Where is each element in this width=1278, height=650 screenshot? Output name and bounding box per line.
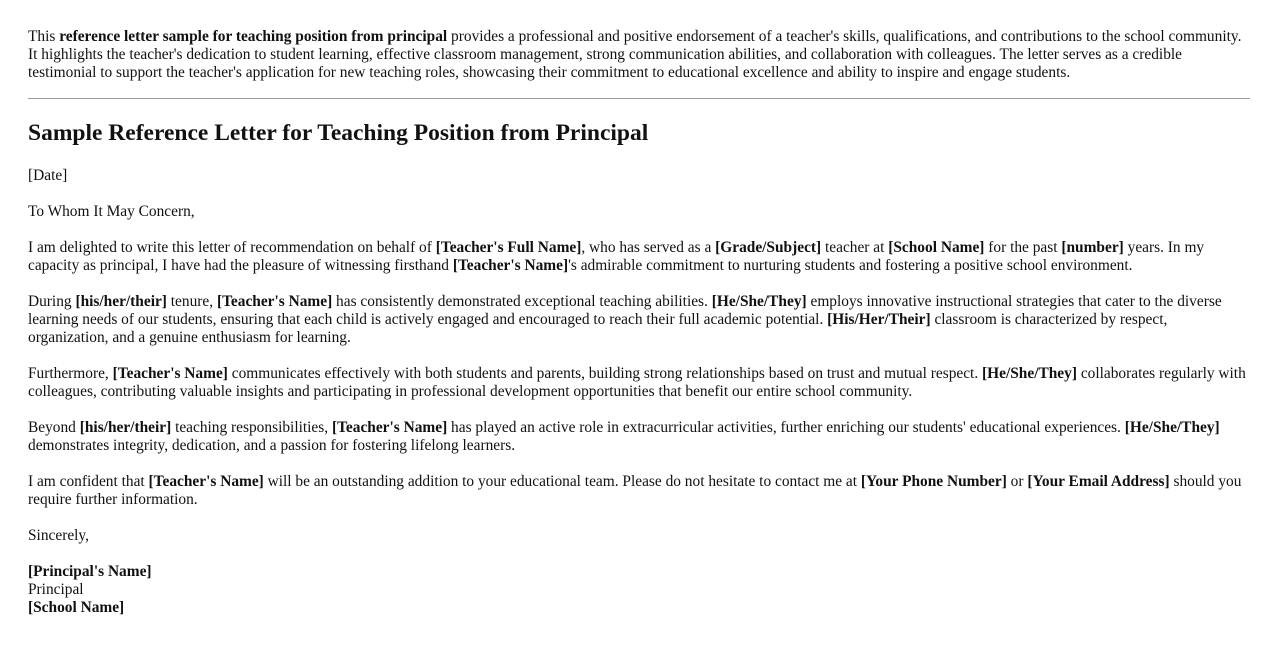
paragraph-text: tenure, <box>166 293 217 310</box>
paragraph-text: classroom is characterized by respect, organization, and a genuine enthusiasm for learning. <box>28 311 1168 346</box>
intro-paragraph <box>28 28 1250 82</box>
paragraph-text: teaching responsibilities, <box>171 419 332 436</box>
letter-closing: Sincerely, <box>28 527 89 544</box>
paragraph-text: communicates effectively with both students and parents, building strong relationships based on trust and mutual respect. <box>227 365 983 382</box>
paragraph-text: I am delighted to write this letter of recommendation on behalf of <box>28 239 436 256</box>
placeholder-grade-subject: [Grade/Subject] <box>715 239 822 256</box>
document-page <box>28 28 1250 635</box>
letter-title: Sample Reference Letter for Teaching Position from Principal <box>28 120 649 146</box>
placeholder-pronoun-subject: [He/She/They] <box>982 365 1077 382</box>
letter-date: [Date] <box>28 167 68 184</box>
letter-salutation: To Whom It May Concern, <box>28 203 195 220</box>
paragraph-text: employs innovative instructional strategies that cater to the diverse learning needs of our students, ensuring that each child is actively engaged and encouraged to reach their full academic potential. <box>28 293 1222 328</box>
placeholder-pronoun-possessive: [his/her/their] <box>79 419 172 436</box>
signature-name: [Principal's Name] <box>28 563 152 580</box>
paragraph-text: should you require further information. <box>28 473 1242 508</box>
paragraph-text: , who has served as a <box>581 239 716 256</box>
placeholder-pronoun-subject: [He/She/They] <box>1124 419 1220 436</box>
paragraph-text: Beyond <box>28 419 80 436</box>
placeholder-pronoun-subject: [He/She/They] <box>711 293 807 310</box>
letter-paragraph-3 <box>28 365 1250 401</box>
placeholder-number: [number] <box>1061 239 1124 256</box>
paragraph-text: has consistently demonstrated exceptional teaching abilities. <box>332 293 712 310</box>
paragraph-text: I am confident that <box>28 473 149 490</box>
placeholder-school-name: [School Name] <box>888 239 985 256</box>
placeholder-teacher-full-name: [Teacher's Full Name] <box>435 239 582 256</box>
intro-keyword: reference letter sample for teaching position from principal <box>59 28 448 45</box>
paragraph-text: collaborates regularly with colleagues, contributing valuable insights and participating in professional development opportunities that benefit our entire school community. <box>28 365 1246 400</box>
letter-paragraph-4 <box>28 419 1250 455</box>
placeholder-pronoun-possessive: [his/her/their] <box>75 293 167 310</box>
letter-paragraph-1 <box>28 239 1250 275</box>
placeholder-teacher-name: [Teacher's Name] <box>148 473 264 490</box>
placeholder-phone-number: [Your Phone Number] <box>860 473 1007 490</box>
paragraph-text: During <box>28 293 76 310</box>
paragraph-text: 's admirable commitment to nurturing students and fostering a positive school environment. <box>568 257 1133 274</box>
signature-school: [School Name] <box>28 599 125 616</box>
intro-text: provides a professional and positive endorsement of a teacher's skills, qualifications, and contributions to the school community. It highlights the teacher's dedication to student learning, effective classroom management, strong communication abilities, and collaboration with colleagues. The letter serves as a credible testimonial to support the teacher's application for new teaching roles, showcasing their commitment to educational excellence and ability to inspire and engage students. <box>28 28 1242 81</box>
signature-block <box>28 563 1250 617</box>
signature-role: Principal <box>28 581 84 598</box>
paragraph-text: demonstrates integrity, dedication, and a passion for fostering lifelong learners. <box>28 437 516 454</box>
paragraph-text: or <box>1006 473 1028 490</box>
divider <box>28 98 1250 99</box>
paragraph-text: teacher at <box>821 239 889 256</box>
paragraph-text: has played an active role in extracurricular activities, further enriching our students' educational experiences. <box>447 419 1125 436</box>
letter-paragraph-5 <box>28 473 1250 509</box>
paragraph-text: years. In my capacity as principal, I have had the pleasure of witnessing firsthand <box>28 239 1205 274</box>
letter-paragraph-2 <box>28 293 1250 347</box>
placeholder-teacher-name: [Teacher's Name] <box>331 419 448 436</box>
placeholder-teacher-name: [Teacher's Name] <box>112 365 228 382</box>
placeholder-email-address: [Your Email Address] <box>1027 473 1170 490</box>
placeholder-teacher-name: [Teacher's Name] <box>216 293 333 310</box>
placeholder-teacher-name: [Teacher's Name] <box>452 257 569 274</box>
paragraph-text: Furthermore, <box>28 365 113 382</box>
intro-text: This <box>28 28 60 45</box>
paragraph-text: will be an outstanding addition to your educational team. Please do not hesitate to contact me at <box>263 473 861 490</box>
paragraph-text: for the past <box>984 239 1062 256</box>
placeholder-pronoun-possessive: [His/Her/Their] <box>827 311 931 328</box>
